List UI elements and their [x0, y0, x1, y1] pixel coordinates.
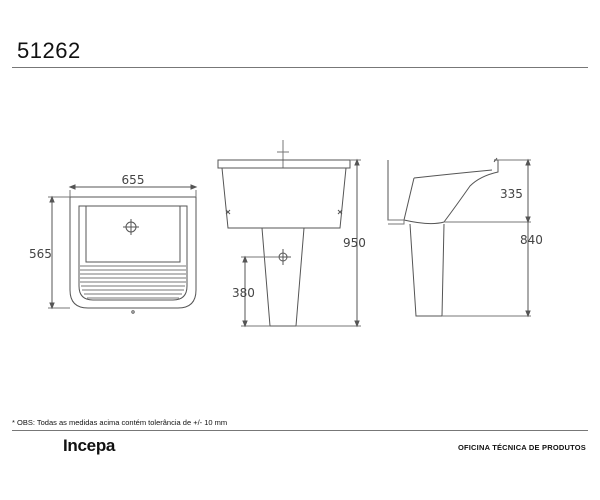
washboard-ribs	[80, 266, 186, 298]
department-label: OFICINA TÉCNICA DE PRODUTOS	[457, 443, 586, 452]
model-number: 51262	[17, 38, 81, 63]
total-height-label: 950	[343, 236, 366, 250]
brand-logo: Incepa	[63, 436, 116, 455]
profile-view	[388, 158, 531, 316]
bowl-height-label: 335	[500, 187, 523, 201]
depth-dimension-label: 565	[29, 247, 52, 261]
tolerance-note: * OBS: Todas as medidas acima contém tolerância de +/- 10 mm	[12, 418, 228, 427]
footer-divider	[12, 430, 588, 431]
faucet-hole-icon	[123, 219, 139, 235]
front-view	[48, 185, 196, 313]
pedestal-height-label: 840	[520, 233, 543, 247]
width-dimension-label: 655	[121, 173, 145, 187]
drain-height-label: 380	[232, 286, 255, 300]
